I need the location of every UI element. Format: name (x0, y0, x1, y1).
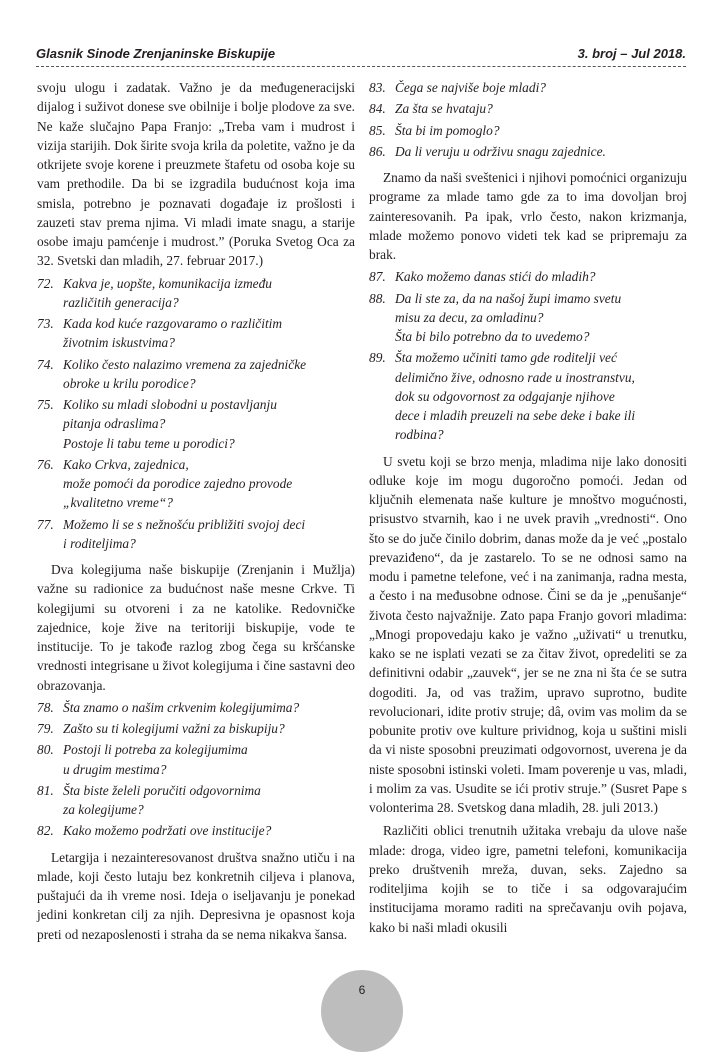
question-text: Šta možemo učiniti tamo gde roditelji već delimično žive, odnosno rade u inostranstvu, dok su odgovornost za odgajanje njihove dece i mladih preuzeli na sebe deke i bake ili rodbina? (395, 350, 636, 443)
paragraph: svoju ulogu i zadatak. Važno je da međugeneracijski dijalog i suživot donese sve obilnije i bolje plodove za sve. Ne kaže slučajno Papa Franjo: „Treba vam i mudrost i vizija starijih. Dok širite svoja krila da poletite, važno je da otkrijete svoje korene i preuzmete štafetu od osoba koje su vam prethodile. Da bi se izgradila budućnost koja ima smisla, potrebno je poznavati događaje iz prošlosti i zauzeti stav prema njima. Vi mladi imate snagu, a starije osobe imaju pamćenje i mudrost.” (Poruka Svetog Oca za 32. Svetski dan mladih, 27. februar 2017.) (37, 80, 355, 269)
question-text: Šta biste želeli poručiti odgovornima za kolegijume? (63, 782, 261, 817)
question-text: Koliko su mladi slobodni u postavljanju pitanja odraslima? Postoje li tabu teme u porodici? (63, 397, 277, 451)
question-item (369, 348, 687, 444)
question-text: Čega se najviše boje mladi? (395, 80, 546, 95)
question-text: Kakva je, uopšte, komunikacija između različitih generacija? (63, 275, 272, 310)
question-item (369, 267, 687, 286)
question-number: 86. (369, 143, 386, 159)
question-number: 83. (369, 80, 386, 95)
question-number: 73. (37, 316, 54, 331)
question-item (37, 719, 355, 738)
paragraph: Različiti oblici trenutnih užitaka vrebaju da ulove naše mlade: droga, video igre, pametni telefoni, komunikacija preko društvenih mreža, duvan, seks. Zajedno sa roditeljima kojih se to tiče i sa odgovarajućim institucijama moramo raditi na sprečavanju ovih pojava, kako bi naši mladi okusili (369, 823, 687, 935)
question-list (369, 267, 687, 444)
question-number: 89. (369, 350, 386, 366)
question-item (37, 821, 355, 840)
header-divider (36, 66, 686, 67)
paragraph: Znamo da naši sveštenici i njihovi pomoćnici organizuju programe za mlade tamo gde za to ima dovoljan broj zainteresovanih. Pa ipak, vrlo često, nakon krizmanja, mlade možemo ponovo videti tek kad se pripremaju za brak. (369, 170, 687, 262)
question-item (37, 395, 355, 453)
question-number: 87. (369, 269, 386, 285)
question-number: 74. (37, 356, 54, 372)
question-number: 81. (37, 782, 54, 798)
question-item (37, 455, 355, 513)
question-item (37, 698, 355, 717)
question-item (369, 289, 687, 347)
question-text: Postoji li potreba za kolegijumima u drugim mestima? (63, 742, 248, 777)
question-text: Kako Crkva, zajednica, može pomoći da porodice zajedno provode „kvalitetno vreme“? (63, 456, 293, 511)
question-number: 80. (37, 742, 54, 758)
question-item (37, 355, 355, 394)
question-number: 84. (369, 101, 386, 117)
question-item (37, 515, 355, 554)
paragraph: Dva kolegijuma naše biskupije (Zrenjanin i Mužlja) važne su radionice za budućnost naše mesne Crkve. Ti kolegijumi su otvoreni i za ne katolike. Redovničke zajednice, koje žive na teritoriji biskupije, vode te institucije. To je takođe razlog zbog čega su kršćanske vrednosti integrisane u život kolegijuma i čine sastavni deo obrazovanja. (37, 562, 355, 693)
question-text: Kako možemo podržati ove institucije? (63, 823, 272, 839)
question-item (37, 781, 355, 820)
question-number: 75. (37, 397, 54, 412)
question-number: 88. (369, 290, 386, 306)
question-text: Za šta se hvataju? (395, 101, 493, 117)
question-number: 82. (37, 823, 54, 839)
question-text: Šta znamo o našim crkvenim kolegijumima? (63, 699, 300, 715)
question-number: 77. (37, 516, 54, 532)
question-item (369, 121, 687, 140)
question-item (369, 99, 687, 118)
question-item (369, 78, 687, 97)
running-header (36, 46, 686, 61)
question-list (37, 274, 355, 554)
question-text: Kako možemo danas stići do mladih? (395, 269, 596, 285)
page-number: 6 (358, 983, 366, 997)
question-text: Da li veruju u održivu snagu zajednice. (395, 143, 606, 159)
question-text: Koliko često nalazimo vremena za zajedničke obroke u krilu porodice? (63, 356, 307, 391)
publication-title: Glasnik Sinode Zrenjaninske Biskupije (36, 46, 276, 61)
question-item (369, 142, 687, 161)
left-column (37, 78, 355, 944)
question-number: 78. (37, 699, 54, 715)
question-list (369, 78, 687, 161)
question-number: 76. (37, 456, 54, 472)
question-text: Da li ste za, da na našoj župi imamo svetu misu za decu, za omladinu? Šta bi bilo potrebno da to uvedemo? (395, 290, 622, 344)
question-item (37, 740, 355, 779)
question-list (37, 698, 355, 841)
question-text: Možemo li se s nežnošću približiti svojoj deci i roditeljima? (63, 516, 306, 551)
question-text: Zašto su ti kolegijumi važni za biskupiju? (63, 721, 285, 736)
paragraph: Letargija i nezainteresovanost društva snažno utiču i na mlade, koji često lutaju bez konkretnih ciljeva i planova, puštajući da ih vreme nosi. Ideja o iseljavanju je ponekad jedini konkretan cilj za njih. Depresivna je opasnost koja preti od nezaposlenosti i straha da se nema nikakva šansa. (37, 849, 355, 942)
question-number: 72. (37, 275, 54, 291)
issue-label: 3. broj – Jul 2018. (577, 46, 686, 61)
question-number: 79. (37, 721, 54, 736)
question-text: Kada kod kuće razgovaramo o različitim životnim iskustvima? (63, 316, 283, 351)
question-item (37, 314, 355, 353)
question-number: 85. (369, 122, 386, 138)
question-item (37, 274, 355, 313)
paragraph: U svetu koji se brzo menja, mladima nije lako donositi odluke koje im mogu dugoročno pomoći. Jedan od ključnih elemenata naše kulture je mnoštvo mogućnosti, prisustvo stvarnih, kao i ne uvek pravih „vrednosti“. Ono što se do juče činilo dobrim, danas može da je već „postalo prevaziđeno“, da je zastarelo. To se ne odnosi samo na modu i pametne telefone, već i na zanimanja, radna mesta, a često i na međusobne odnose. Čini se da je „penušanje“ života često najvažnije. Zato papa Franjo govori mladima: „Mnogi propovedaju kako je važno „uživati“ u trenutku, kako se ne isplati vezati se za čitav život, opredeliti se za definitivni odabir „zauvek“, jer se ne zna ni šta će se sutra dogoditi. Ja, od vas tražim, upravo suprotno, budite revolucionari, idite protiv struje; dâ, ovim vas molim da se pobunite protiv ove kulture prividnog, koja u suštini misli da vi niste sposobni preuzimati odgovornost, uverena je da niste sposobni istinski voleti. Imam poverenje u vas, mladi, i molim za vas. Usudite se ići protiv struje.” (Susret Pape s volonterima 28. Svetskog dana mladih, 28. juli 2013.) (369, 453, 687, 815)
right-column (369, 78, 687, 937)
question-text: Šta bi im pomoglo? (395, 122, 500, 138)
